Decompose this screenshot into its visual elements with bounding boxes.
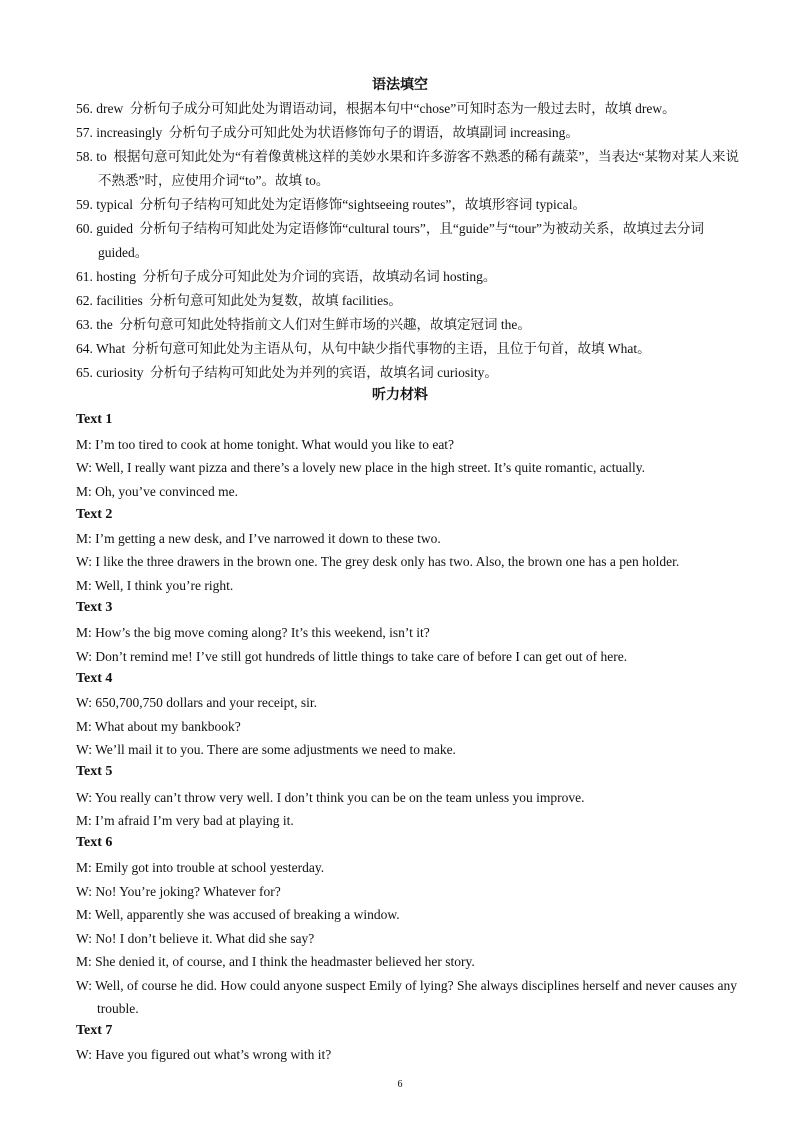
dialogue-line: M: How’s the big move coming along? It’s this weekend, isn’t it?	[76, 625, 430, 640]
answer-number: 61.	[76, 269, 93, 284]
dialogue-line: W: 650,700,750 dollars and your receipt, sir.	[76, 695, 317, 710]
answer-item	[76, 337, 748, 361]
dialogue-line: M: I’m too tired to cook at home tonight. What would you like to eat?	[76, 437, 455, 452]
answer-explanation: 分析句子成分可知此处为谓语动词，根据本句中“chose”可知时态为一般过去时，故填 drew。	[130, 101, 676, 116]
text-title: Text 7	[76, 1023, 113, 1038]
answer-explanation: 分析句子结构可知此处为定语修饰“sightseeing routes”，故填形容词 typical。	[139, 197, 586, 212]
answer-number: 56.	[76, 101, 93, 116]
answer-item	[76, 121, 748, 145]
answer-word: the	[96, 317, 113, 332]
answer-explanation: 分析句意可知此处为复数，故填 facilities。	[149, 293, 402, 308]
dialogue-line: W: No! You’re joking? Whatever for?	[76, 884, 281, 899]
answer-word: facilities	[96, 293, 143, 308]
text-title: Text 2	[76, 507, 113, 522]
answer-number: 60.	[76, 221, 93, 236]
dialogue-line: W: I like the three drawers in the brown one. The grey desk only has two. Also, the brown one has a pen holder.	[76, 554, 680, 569]
answer-number: 58.	[76, 149, 93, 164]
answer-item	[76, 145, 748, 192]
answer-item	[76, 217, 748, 264]
answer-word: guided	[96, 221, 133, 236]
dialogue-line: W: Have you figured out what’s wrong with it?	[76, 1047, 332, 1062]
answer-number: 63.	[76, 317, 93, 332]
dialogue-line: M: She denied it, of course, and I think the headmaster believed her story.	[76, 954, 475, 969]
answer-explanation: 分析句子成分可知此处为介词的宾语，故填动名词 hosting。	[142, 269, 497, 284]
answer-number: 59.	[76, 197, 93, 212]
answer-word: typical	[96, 197, 133, 212]
grammar-section-title: 语法填空	[372, 78, 428, 93]
dialogue-line: W: Well, of course he did. How could anyone suspect Emily of lying? She always disciplines herself and never causes any trouble.	[76, 978, 737, 1016]
dialogue-line: W: We’ll mail it to you. There are some adjustments we need to make.	[76, 742, 456, 757]
answer-number: 65.	[76, 365, 93, 380]
answer-explanation: 分析句意可知此处特指前文人们对生鲜市场的兴趣，故填定冠词 the。	[119, 317, 531, 332]
answer-explanation: 分析句子结构可知此处为定语修饰“cultural tours”，且“guide”与“tour”为被动关系，故填过去分词 guided。	[98, 221, 705, 260]
answer-word: curiosity	[96, 365, 144, 380]
page-number: 6	[397, 1079, 403, 1090]
dialogue-line: W: Well, I really want pizza and there’s a lovely new place in the high street. It’s quite romantic, actually.	[76, 460, 645, 475]
answer-number: 57.	[76, 125, 93, 140]
answer-explanation: 分析句意可知此处为主语从句，从句中缺少指代事物的主语，且位于句首，故填 What。	[132, 341, 651, 356]
answer-word: What	[96, 341, 126, 356]
answer-explanation: 分析句子成分可知此处为状语修饰句子的谓语，故填副词 increasing。	[168, 125, 579, 140]
answer-item	[76, 97, 748, 121]
dialogue-line: M: Well, apparently she was accused of breaking a window.	[76, 907, 400, 922]
text-title: Text 5	[76, 764, 113, 779]
dialogue-line: M: Oh, you’ve convinced me.	[76, 484, 238, 499]
dialogue-line: W: No! I don’t believe it. What did she say?	[76, 931, 315, 946]
dialogue-line: M: Well, I think you’re right.	[76, 578, 234, 593]
listening-section-title: 听力材料	[372, 388, 428, 403]
answer-word: hosting	[96, 269, 137, 284]
dialogue-line: M: I’m getting a new desk, and I’ve narrowed it down to these two.	[76, 531, 441, 546]
dialogue-line: M: Emily got into trouble at school yesterday.	[76, 860, 325, 875]
answer-explanation: 根据句意可知此处为“有着像黄桃这样的美妙水果和许多游客不熟悉的稀有蔬菜”，当表达“某物对某人来说不熟悉”时，应使用介词“to”。故填 to。	[98, 149, 739, 188]
answer-word: increasingly	[96, 125, 163, 140]
dialogue-line: M: I’m afraid I’m very bad at playing it.	[76, 813, 294, 828]
answer-word: drew	[96, 101, 124, 116]
text-title: Text 4	[76, 671, 113, 686]
text-title: Text 1	[76, 412, 113, 427]
answer-number: 62.	[76, 293, 93, 308]
text-title: Text 6	[76, 835, 113, 850]
answer-item	[76, 361, 748, 385]
answer-item	[76, 193, 748, 217]
dialogue-line: W: You really can’t throw very well. I don’t think you can be on the team unless you improve.	[76, 790, 585, 805]
answer-item	[76, 289, 748, 313]
text-title: Text 3	[76, 600, 113, 615]
dialogue-line: M: What about my bankbook?	[76, 719, 241, 734]
answer-word: to	[96, 149, 107, 164]
answer-explanation: 分析句子结构可知此处为并列的宾语，故填名词 curiosity。	[150, 365, 498, 380]
answer-item	[76, 313, 748, 337]
answer-item	[76, 265, 748, 289]
dialogue-line: W: Don’t remind me! I’ve still got hundreds of little things to take care of before I can get out of here.	[76, 649, 628, 664]
answer-number: 64.	[76, 341, 93, 356]
